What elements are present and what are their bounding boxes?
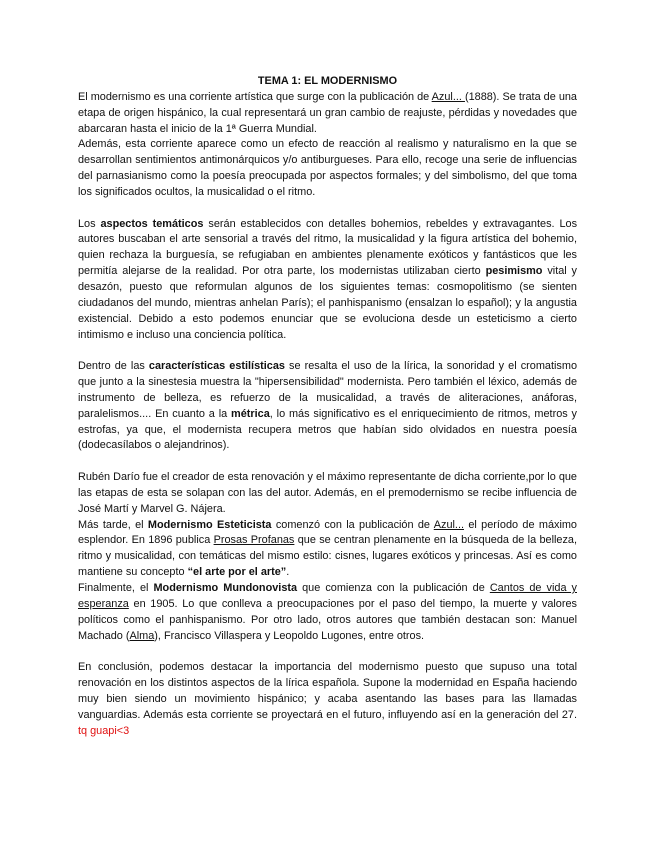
text: Los — [78, 217, 101, 230]
work-title-cantos: Cantos de vida y esperanza — [78, 582, 577, 610]
text: el período de máximo esplendor. En 1896 publica — [78, 518, 577, 547]
text: (1888). Se trata de una etapa de origen hispánico, la cual representará un gran cambio de reajuste, pérdidas y novedades que abarcaran hasta el inicio de la 1ª Guerra Mundial. — [78, 90, 577, 135]
text: serán establecidos con detalles bohemios, rebeldes y extravagantes. Los autores buscaban el arte sensorial a través del ritmo, la musicalidad y la figura artística del bohemio, quien rechaza la burguesía, se refugiaban en ambientes plenamente exóticos y fantásticos que les permitía alejarse de la realidad. Por otra parte, los modernistas utilizaban cierto — [78, 217, 578, 278]
text: El modernismo es una corriente artística que surge con la publicación de — [78, 90, 432, 103]
paragraph-intro — [78, 90, 577, 138]
document-page — [78, 74, 577, 739]
bold-term: Modernismo Mundonovista — [153, 582, 298, 594]
text: se resalta el uso de la lírica, la sonoridad y el cromatismo que junto a la sinestesia muestra la "hipersensibilidad" modernista. Pero también el léxico, además de instrumento de belleza, es refuerzo de la musicalidad, a través de aliteraciones, anáforas, paralelismos.... En cuanto a la — [78, 360, 577, 420]
bold-term: métrica — [231, 407, 270, 420]
text: que se centran plenamente en la búsqueda de la belleza, ritmo y musicalidad, con temáticas del mismo estilo: cisnes, lugares exóticos y princesas. Así es como mantiene su concepto — [78, 534, 578, 579]
paragraph-influences: Además, esta corriente aparece como un efecto de reacción al realismo y naturalismo en la que se desarrollan sentimientos antimonárquicos y/o antiburgueses. Para ello, recoge una serie de influencias del parnasianismo como la poesía preocupada por aspectos formales; y del simbolismo, del que toma los significados ocultos, la musicalidad o el ritmo. — [78, 138, 577, 198]
paragraph-thematic — [78, 217, 577, 344]
bold-term: pesimismo — [485, 265, 543, 278]
spacer — [78, 644, 577, 660]
text: en 1905. Lo que conlleva a preocupaciones por el paso del tiempo, la muerte y valores políticos como el panhispanismo. Por otro lado, otros autores que también destacan son: Manuel Machado ( — [78, 597, 577, 642]
text: ), Francisco Villaspera y Leopoldo Lugones, entre otros. — [154, 629, 425, 642]
text: , lo más significativo es el enriquecimiento de ritmos, metros y estrofas, ya que, el modernista recupera metros que habían sido olvidados en nuestra poesía (dodecasílabos o alejandrinos). — [78, 407, 577, 452]
bold-term: aspectos temáticos — [100, 217, 204, 230]
text: vital y desazón, puesto que reformulan algunos de los siguientes temas: cosmopolitismo (se sienten ciudadanos del mundo, mientras anhelan París); el panhispanismo (ensalzan lo español); y la angustia existencial. Debido a esto podemos enunciar que se evoluciona desde un esteticismo a cierto intimismo e incluso una conciencia política. — [78, 265, 577, 341]
paragraph-ruben-dario: Rubén Darío fue el creador de esta renovación y el máximo representante de dicha corriente,por lo que las etapas de esta se solapan con las del autor. Además, en el premodernismo se recibe influencia de José Martí y Marvel G. Nájera. — [78, 471, 577, 515]
spacer — [78, 454, 577, 470]
bold-term: Modernismo Esteticista — [147, 518, 272, 531]
text: Finalmente, el — [78, 582, 154, 594]
text: Más tarde, el — [78, 518, 148, 531]
handwritten-note: tq guapi<3 — [78, 724, 130, 737]
paragraph-stylistic — [78, 359, 577, 454]
work-title-alma: Alma — [129, 629, 155, 642]
bold-term: características estilísticas — [148, 360, 285, 373]
spacer — [78, 343, 577, 359]
text: Dentro de las — [78, 360, 149, 373]
text: comenzó con la publicación de — [271, 518, 434, 531]
work-title-prosas-profanas: Prosas Profanas — [213, 534, 295, 547]
text: que comienza con la publicación de — [297, 582, 490, 594]
paragraph-mundonovista — [78, 581, 577, 644]
paragraph-conclusion — [78, 660, 577, 739]
work-title-azul: Azul... — [433, 518, 464, 531]
spacer — [78, 201, 577, 217]
page-title: TEMA 1: EL MODERNISMO — [257, 75, 398, 87]
work-title-azul: Azul... — [431, 90, 465, 103]
bold-term: “el arte por el arte” — [187, 566, 287, 579]
paragraph-esteticista — [78, 518, 577, 581]
text: En conclusión, podemos destacar la importancia del modernismo puesto que supuso una total renovación en los distintos aspectos de la lírica española. Supone la modernidad en España haciendo muy bien siendo un movimiento hispánico; y acaba asentando las bases para las llamadas vanguardias. Además esta corriente se proyectará en el futuro, influyendo así en la generación del 27. — [78, 661, 577, 721]
text: . — [286, 566, 290, 579]
